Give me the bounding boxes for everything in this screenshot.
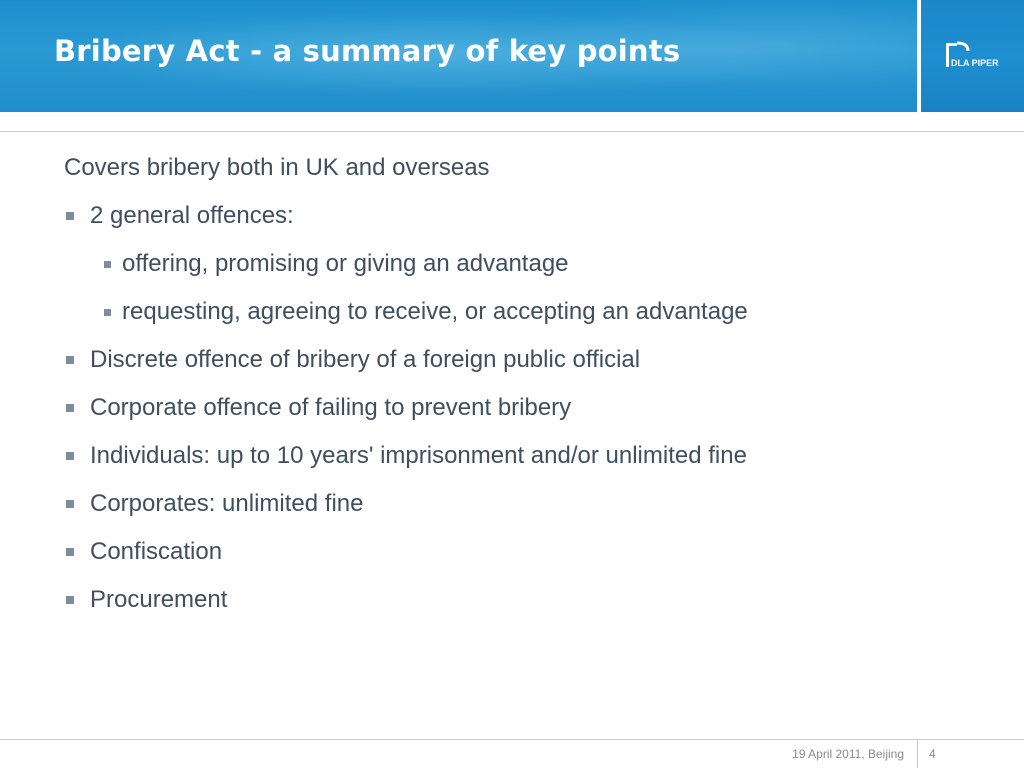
footer-rule	[0, 739, 1024, 740]
bullet-item	[64, 246, 964, 282]
bullet-item	[64, 198, 964, 234]
bullet-item	[64, 486, 964, 522]
logo-block	[921, 0, 1024, 112]
square-bullet-icon	[104, 261, 111, 268]
bullet-text: 2 general offences:	[90, 202, 294, 229]
bullet-item	[64, 438, 964, 474]
bullet-text: Procurement	[90, 586, 228, 613]
square-bullet-icon	[66, 548, 74, 556]
logo-text: DLA PIPER	[951, 58, 999, 68]
square-bullet-icon	[104, 309, 111, 316]
square-bullet-icon	[66, 596, 74, 604]
square-bullet-icon	[66, 500, 74, 508]
bullet-item	[64, 534, 964, 570]
page-number: 4	[929, 747, 936, 761]
footer-divider	[917, 740, 918, 768]
bullet-list	[64, 198, 964, 618]
footer-date-location: 19 April 2011, Beijing	[792, 747, 904, 761]
slide-title: Bribery Act - a summary of key points	[54, 34, 681, 68]
intro-text: Covers bribery both in UK and overseas	[64, 154, 490, 181]
bullet-item	[64, 294, 964, 330]
header-rule	[0, 131, 1024, 132]
bullet-text: Discrete offence of bribery of a foreign public official	[90, 346, 641, 373]
bullet-text: Corporates: unlimited fine	[90, 490, 364, 517]
bullet-text: Corporate offence of failing to prevent bribery	[90, 394, 572, 421]
bullet-item	[64, 342, 964, 378]
bullet-item	[64, 582, 964, 618]
header-banner	[0, 0, 917, 112]
bullet-text: requesting, agreeing to receive, or accepting an advantage	[122, 298, 748, 325]
square-bullet-icon	[66, 452, 74, 460]
slide-body	[64, 150, 964, 630]
square-bullet-icon	[66, 356, 74, 364]
square-bullet-icon	[66, 404, 74, 412]
bullet-item	[64, 390, 964, 426]
bullet-text: offering, promising or giving an advantage	[122, 250, 569, 277]
dla-piper-logo-icon	[944, 39, 1000, 73]
bullet-text: Individuals: up to 10 years' imprisonment and/or unlimited fine	[90, 442, 747, 469]
square-bullet-icon	[66, 212, 74, 220]
bullet-text: Confiscation	[90, 538, 223, 565]
